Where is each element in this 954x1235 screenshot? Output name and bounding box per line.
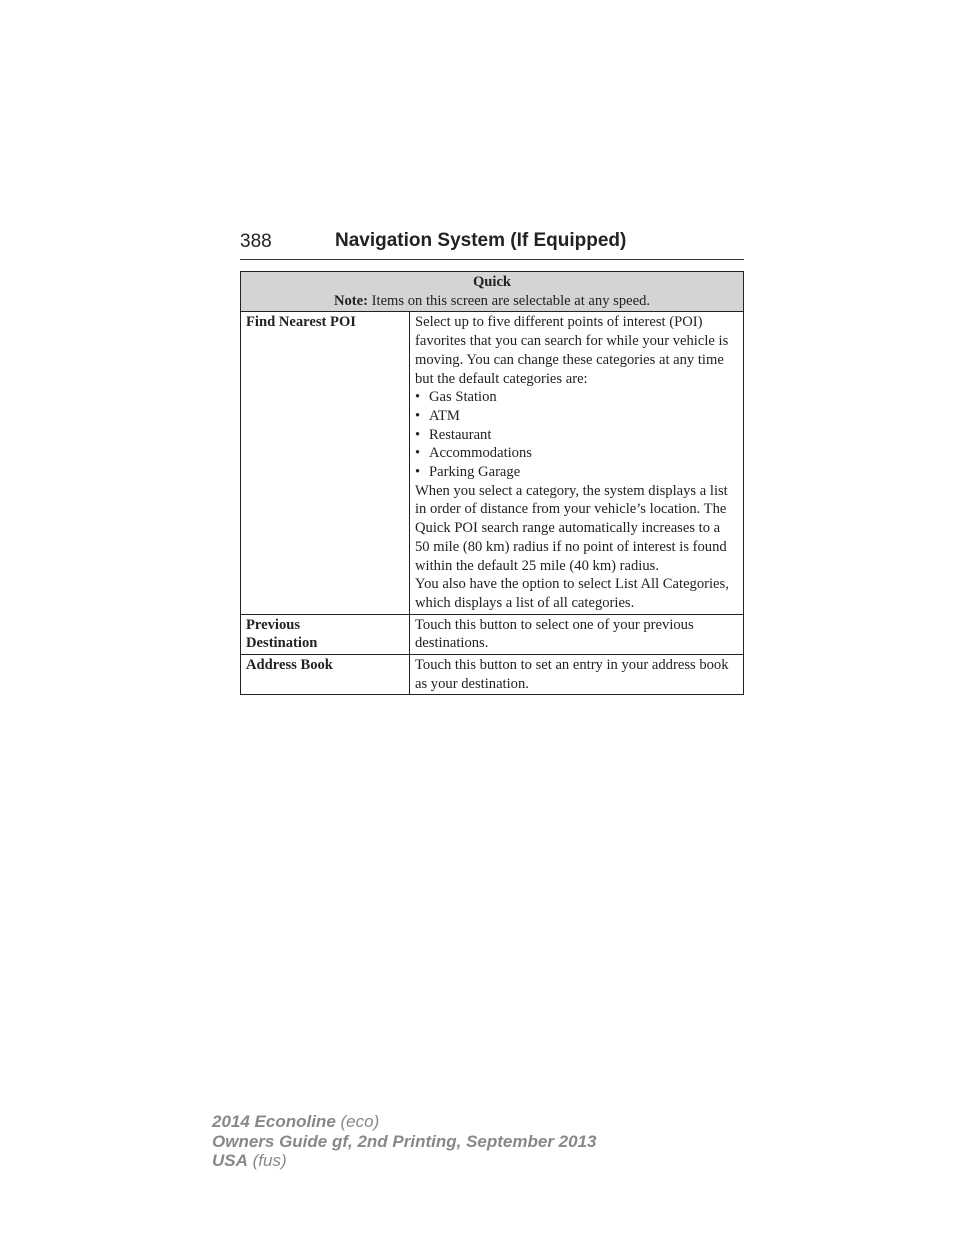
footer-market: USA <box>212 1151 248 1170</box>
table-note <box>334 293 650 309</box>
page-number: 388 <box>240 231 272 252</box>
row-description-address-book: Touch this button to set an entry in your address book as your destination. <box>410 655 744 695</box>
page-header <box>240 228 744 260</box>
row-label-previous-destination <box>241 614 410 654</box>
row-description-previous-destination: Touch this button to select one of your previous destinations. <box>410 614 744 654</box>
footer-market-code: (fus) <box>247 1151 287 1170</box>
poi-intro: Select up to five different points of interest (POI) favorites that you can search for while your vehicle is moving. You can change these categories at any time but the default categories are: <box>415 314 729 387</box>
label-line: Previous <box>246 616 301 633</box>
list-item: • Accommodations <box>415 444 738 463</box>
list-item: • Restaurant <box>415 426 738 445</box>
note-label: Note: <box>333 292 368 309</box>
poi-list-all-paragraph: You also have the option to select List All Categories, which displays a list of all categories. <box>415 576 729 611</box>
quick-menu-table <box>240 271 744 695</box>
poi-range-paragraph: When you select a category, the system displays a list in order of distance from your vehicle’s location. The Quick POI search range automatically increases to a 50 mile (80 km) radius if no point of interest is found within the default 25 mile (40 km) radius. <box>415 482 728 574</box>
table-header-cell <box>241 272 744 312</box>
footer-line <box>212 1112 596 1132</box>
section-title: Navigation System (If Equipped) <box>335 230 627 251</box>
footer-line <box>212 1132 596 1152</box>
footer-line <box>212 1151 596 1171</box>
list-item: • Parking Garage <box>415 463 738 482</box>
list-item: • Gas Station <box>415 388 738 407</box>
row-description-find-nearest-poi <box>410 312 744 614</box>
table-row <box>241 655 744 695</box>
footer-printing: Owners Guide gf, 2nd Printing, September 2013 <box>212 1131 597 1151</box>
list-item: • ATM <box>415 407 738 426</box>
table-heading: Quick <box>472 274 512 290</box>
table-row <box>241 312 744 614</box>
note-text: Items on this screen are selectable at any speed. <box>368 292 651 309</box>
page-footer <box>212 1112 596 1171</box>
label-line: Destination <box>246 635 318 652</box>
table-header-row <box>241 272 744 312</box>
poi-category-list <box>415 388 738 482</box>
row-label-address-book: Address Book <box>241 655 410 695</box>
row-label-find-nearest-poi: Find Nearest POI <box>241 312 410 614</box>
footer-model-code: (eco) <box>335 1112 380 1131</box>
table-row <box>241 614 744 654</box>
footer-model: 2014 Econoline <box>212 1112 336 1131</box>
